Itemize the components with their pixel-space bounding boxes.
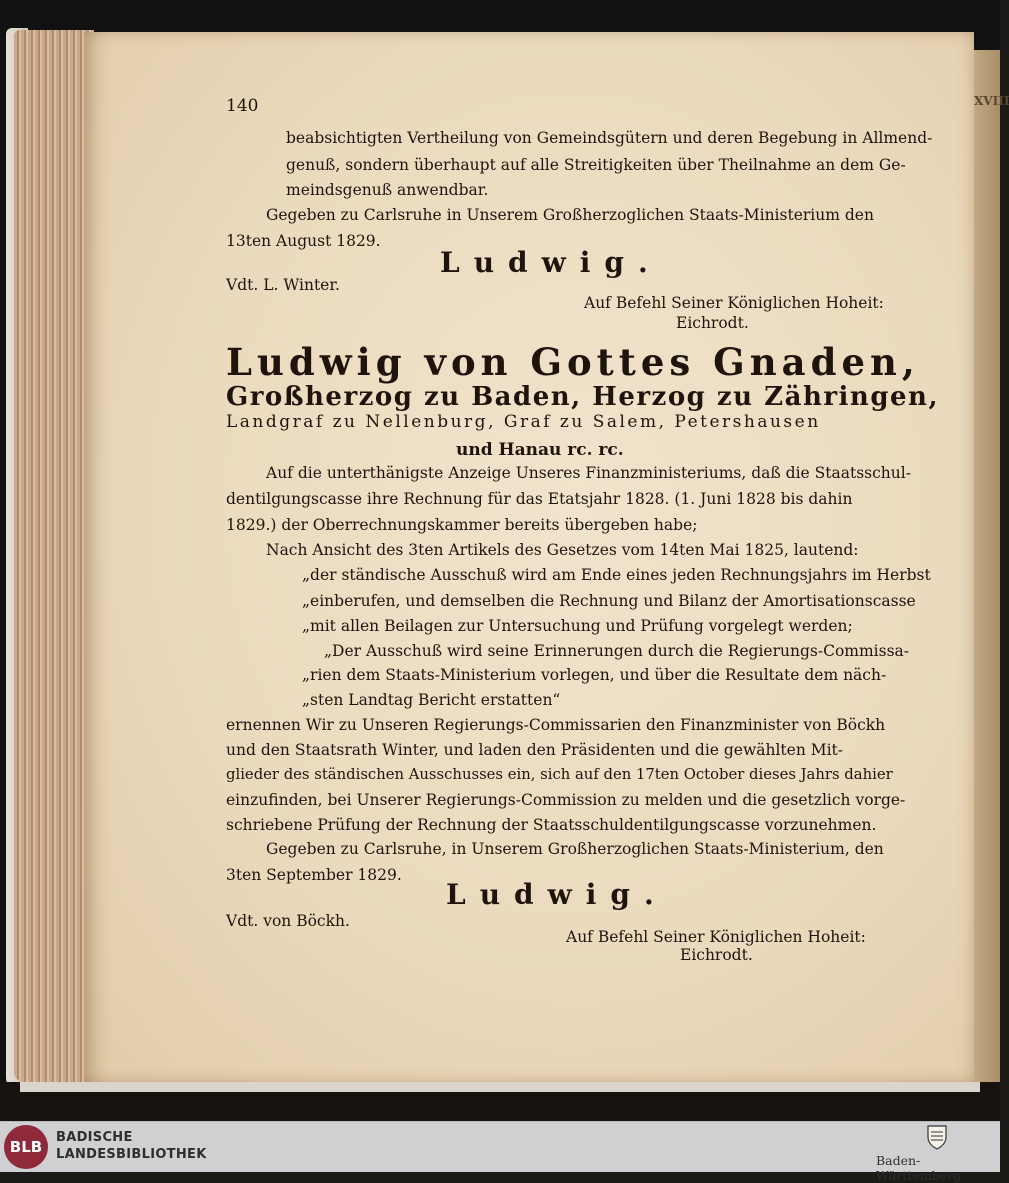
coat-of-arms-icon [926,1124,948,1150]
signature: Ludwig. [440,246,662,279]
text-line: meindsgenuß anwendbar. [286,181,489,199]
given-date: 13ten August 1829. [226,232,381,250]
signature: Ludwig. [446,878,668,911]
quote-line: „einberufen, und demselben die Rechnung und Bilanz der Amortisationscasse [302,592,916,610]
page-number: 140 [226,96,259,116]
cover-board [20,1082,980,1092]
text-line: beabsichtigten Vertheilung von Gemeindsgütern und deren Begebung in Allmend- [286,129,933,147]
text-line: glieder des ständischen Ausschusses ein, sich auf den 17ten October dieses Jahrs dahier [226,766,893,783]
text-line: ernennen Wir zu Unseren Regierungs-Commissarien den Finanzminister von Böckh [226,716,886,734]
library-name-line1: BADISCHE [56,1130,133,1145]
quote-line: „rien dem Staats-Ministerium vorlegen, und über die Resultate dem näch- [302,666,887,684]
quote-line: „sten Landtag Bericht erstatten“ [302,691,561,709]
library-name [56,1129,207,1163]
blb-logo[interactable]: BLB [4,1125,48,1169]
decree-title: Ludwig von Gottes Gnaden, [226,340,920,384]
given-line: Gegeben zu Carlsruhe, in Unserem Großherzoglichen Staats-Ministerium, den [266,840,884,858]
decree-titles-line: Landgraf zu Nellenburg, Graf zu Salem, Petershausen [226,412,821,432]
text-line: und den Staatsrath Winter, und laden den Präsidenten und die gewählten Mit- [226,741,844,759]
command-line: Auf Befehl Seiner Königlichen Hoheit: [584,294,884,312]
library-name-line2: LANDESBIBLIOTHEK [56,1147,207,1162]
given-line: Gegeben zu Carlsruhe in Unserem Großherzoglichen Staats-Ministerium den [266,206,874,224]
viewer-footer [0,1121,1000,1183]
command-line: Auf Befehl Seiner Königlichen Hoheit: [566,928,866,946]
page-block-edge [14,30,94,1082]
quote-line: „mit allen Beilagen zur Untersuchung und Prüfung vorgelegt werden; [302,617,853,635]
quote-line: „der ständische Ausschuß wird am Ende eines jeden Rechnungsjahrs im Herbst [302,566,931,584]
book-bottom-edge [0,1082,1000,1121]
vidit-note: Vdt. L. Winter. [226,276,340,294]
text-line: 1829.) der Oberrechnungskammer bereits übergeben habe; [226,516,698,534]
text-line: genuß, sondern überhaupt auf alle Streitigkeiten über Theilnahme an dem Ge- [286,156,906,174]
given-date: 3ten September 1829. [226,866,402,884]
text-line: schriebene Prüfung der Rechnung der Staatsschuldentilgungscasse vorzunehmen. [226,816,877,834]
countersignature: Eichrodt. [680,946,753,964]
facing-page-header: XVIII [974,94,1009,108]
text-line: Nach Ansicht des 3ten Artikels des Gesetzes vom 14ten Mai 1825, lautend: [266,541,859,559]
quote-line: „Der Ausschuß wird seine Erinnerungen durch die Regierungs-Commissa- [324,642,910,660]
text-line: dentilgungscasse ihre Rechnung für das Etatsjahr 1828. (1. Juni 1828 bis dahin [226,490,853,508]
text-line: einzufinden, bei Unserer Regierungs-Commission zu melden und die gesetzlich vorge- [226,791,906,809]
countersignature: Eichrodt. [676,314,749,332]
text-line: Auf die unterthänigste Anzeige Unseres Finanzministeriums, daß die Staatsschul- [266,464,911,482]
decree-titles-line: und Hanau rc. rc. [456,440,624,460]
state-logo-text: Baden-Württemberg [876,1153,962,1183]
decree-subtitle: Großherzog zu Baden, Herzog zu Zähringen, [226,382,939,412]
vidit-note: Vdt. von Böckh. [226,912,350,930]
